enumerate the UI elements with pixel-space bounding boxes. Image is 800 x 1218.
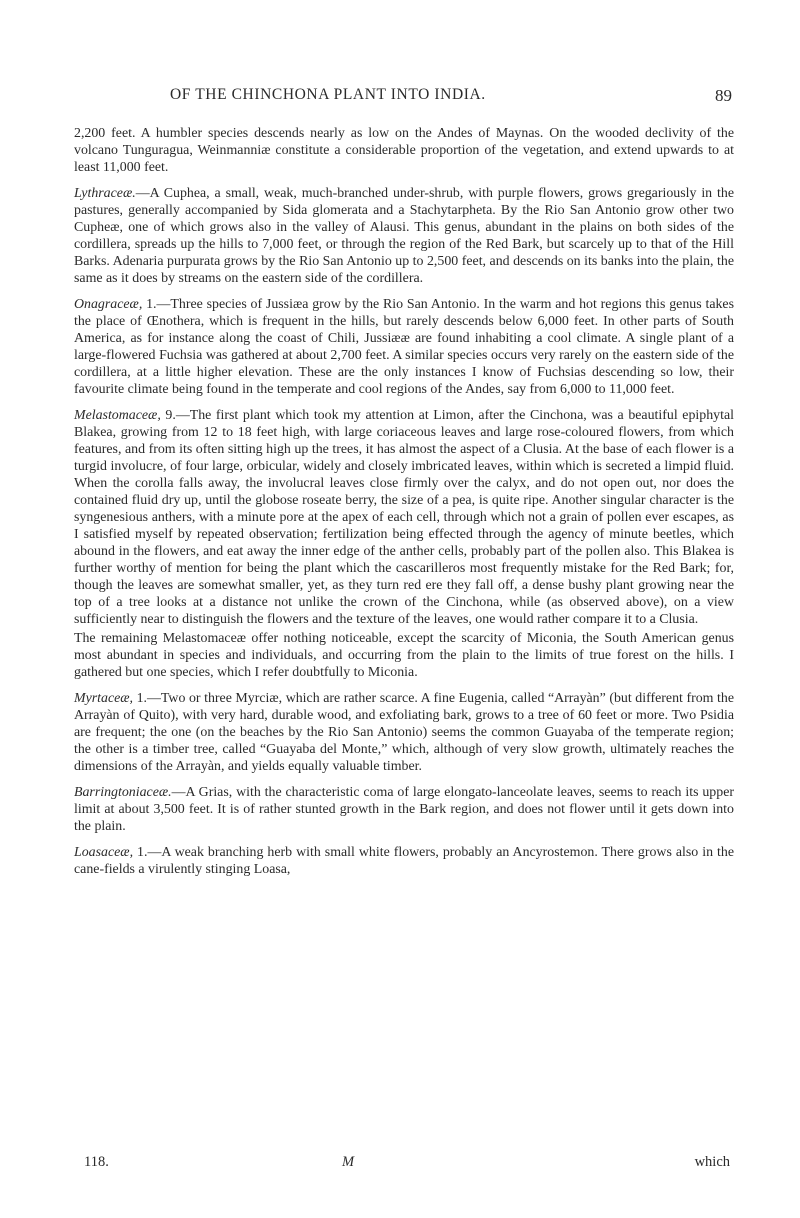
paragraph-lead: Barringtoniaceæ. (74, 785, 172, 800)
running-head: OF THE CHINCHONA PLANT INTO INDIA. (170, 86, 486, 103)
signature-mark: M (342, 1154, 355, 1170)
paragraph-text: —A Cuphea, a small, weak, much-branched under-shrub, with purple flowers, grows gregariously in the pastures, generally accompanied by Sida glomerata and a Stachytarpheta. By the Rio San Antonio grow other two Cupheæ, one of which grows also in the valley of Alausi. This genus, abundant in the plains on both sides of the cordillera, spreads up the hills to 7,000 feet, or through the region of the Red Bark, but scarcely up to that of the Hill Barks. Adenaria purpurata grows by the Rio San Antonio up to 2,500 feet, and descends on its banks into the plain, the same as it does by streams on the eastern side of the cordillera. (74, 186, 734, 286)
paragraph-barringtoniaceae (74, 784, 734, 835)
catchword: which (694, 1154, 730, 1170)
paragraph-onagraceae (74, 296, 734, 398)
paragraph-text: —A Grias, with the characteristic coma of large elongato-lanceolate leaves, seems to reach its upper limit at about 3,500 feet. It is of rather stunted growth in the Bark region, and does not flower until it gets down into the plain. (74, 785, 734, 834)
paragraph-loasaceae (74, 844, 734, 878)
paragraph-lead: Lythraceæ. (74, 186, 136, 201)
paragraph-text: 9.—The first plant which took my attention at Limon, after the Cinchona, was a beautiful epiphytal Blakea, growing from 12 to 18 feet high, with large coriaceous leaves and large rose-coloured flowers, from which features, and from its often sitting high up the trees, it has almost the aspect of a Clusia. At the base of each flower is a turgid involucre, of four large, orbicular, widely and closely imbricated leaves, within which is secreted a limpid fluid. When the corolla falls away, the involucral leaves close firmly over the calyx, and do not open out, nor does the contained fluid dry up, until the globose roseate berry, the size of a pea, is quite ripe. Another singular character is the syngenesious anthers, with a minute pore at the apex of each cell, through which not a grain of pollen ever escapes, as I satisfied myself by repeated observation; fertilization being effected through the agency of minute beetles, which abound in the flowers, and eat away the inner edge of the anther cells, probably part of the pollen also. This Blakea is further worthy of mention for being the plant which the cascarilleros most frequently mistake for the Red Bark; for, though the leaves are somewhat smaller, yet, as they turn red ere they fall off, a dense bushy plant growing near the top of a tree looks at a distance not unlike the crown of the Cinchona, while (as observed above), on a view sufficiently near to distinguish the flowers and the texture of the leaves, one would rather compare it to a Clusia. (74, 408, 734, 627)
page-header (74, 86, 734, 108)
paragraph-lead: Loasaceæ, (74, 845, 134, 860)
signature-number: 118. (84, 1154, 109, 1170)
page-footer (74, 1154, 734, 1174)
page-number: 89 (715, 86, 732, 105)
paragraph-text: 2,200 feet. A humbler species descends nearly as low on the Andes of Maynas. On the wooded declivity of the volcano Tunguragua, Weinmanniæ constitute a considerable proportion of the vegetation, and extend upwards to at least 11,000 feet. (74, 126, 734, 175)
paragraph-weinmannia (74, 125, 734, 176)
paragraph-text: 1.—Two or three Myrciæ, which are rather scarce. A fine Eugenia, called “Arrayàn” (but different from the Arrayàn of Quito), with very hard, durable wood, and exfoliating bark, grows to a tree of 60 feet or more. Two Psidia are frequent; the one (on the beaches by the Rio San Antonio) seems the common Guayaba of the temperate region; the other is a timber tree, called “Guayaba del Monte,” which, although of very slow growth, ultimately reaches the dimensions of the Arrayàn, and yields equally valuable timber. (74, 691, 734, 774)
paragraph-myrtaceae (74, 690, 734, 775)
paragraph-melastomaceae (74, 407, 734, 628)
body-text (74, 125, 734, 878)
paragraph-lead: Myrtaceæ, (74, 691, 134, 706)
paragraph-lead: Melastomaceæ, (74, 408, 161, 423)
paragraph-lythraceae (74, 185, 734, 287)
paragraph-melastomaceae-remaining (74, 630, 734, 681)
paragraph-text: 1.—A weak branching herb with small white flowers, probably an Ancyrostemon. There grows also in the cane-fields a virulently stinging Loasa, (74, 845, 734, 877)
paragraph-text: 1.—Three species of Jussiæa grow by the Rio San Antonio. In the warm and hot regions this genus takes the place of Œnothera, which is frequent in the hills, but rarely descends below 6,000 feet. In other parts of South America, as for instance along the coast of Chili, Jussiææ are found inhabiting a cool climate. A single plant of a large-flowered Fuchsia was gathered at about 2,700 feet. A similar species occurs very rarely on the eastern side of the cordillera, at a little higher elevation. These are the only instances I know of Fuchsias descending so low, their favourite climate being found in the temperate and cool regions of the Andes, say from 6,000 to 11,000 feet. (74, 297, 734, 397)
paragraph-lead: Onagraceæ, (74, 297, 143, 312)
paragraph-text: The remaining Melastomaceæ offer nothing noticeable, except the scarcity of Miconia, the South American genus most abundant in species and individuals, and occurring from the plain to the limits of true forest on the hills. I gathered but one species, which I refer doubtfully to Miconia. (74, 631, 734, 680)
